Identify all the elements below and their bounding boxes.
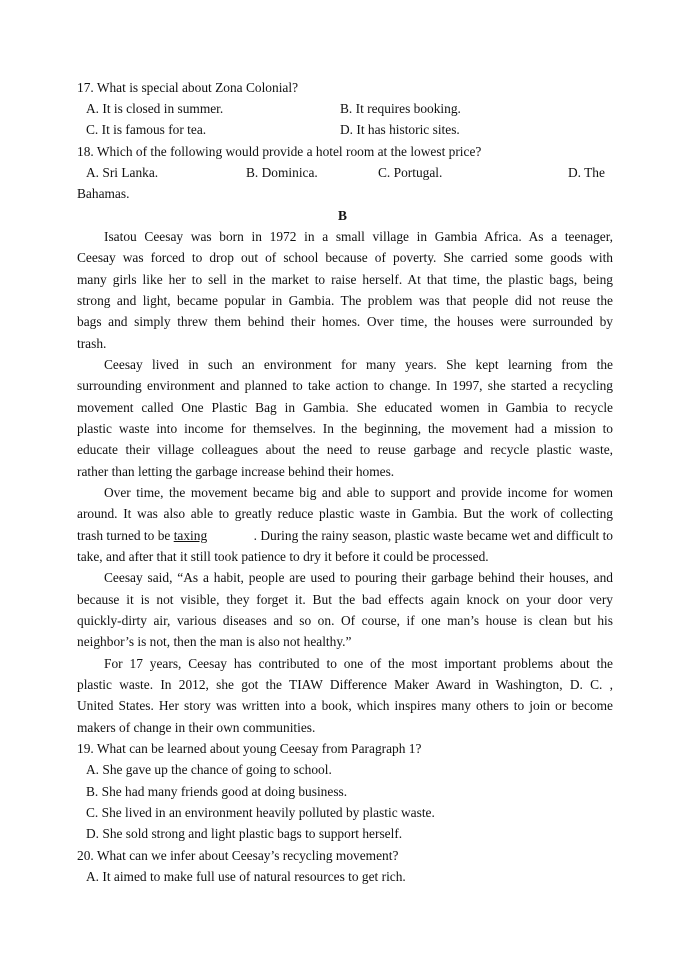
question-20-stem: 20. What can we infer about Ceesay’s recycling movement? [77, 848, 399, 863]
paragraph-2-line: rather than letting the garbage increase behind their homes. [77, 464, 395, 479]
paragraph-1-line: trash. [77, 336, 107, 351]
paragraph-1-line: Isatou Ceesay was born in 1972 in a small village in Gambia Africa. As a teenager, [104, 229, 613, 244]
paragraph-4-line: neighbor’s is not, then the man is also not healthy.” [77, 634, 352, 649]
paragraph-3-line: Over time, the movement became big and able to support and provide income for women [104, 485, 613, 500]
q17-option-b: B. It requires booking. [340, 101, 461, 116]
paragraph-2-line: Ceesay lived in such an environment for many years. She kept learning from the [104, 357, 613, 372]
paragraph-5-line: plastic waste. In 2012, she got the TIAW Difference Maker Award in Washington, D. C. , [77, 677, 613, 692]
paragraph-3-line-end: . During the rainy season, plastic waste became wet and difficult to [253, 528, 613, 543]
q17-option-d: D. It has historic sites. [340, 122, 460, 137]
paragraph-3-line-start: trash turned to be taxing [77, 528, 208, 543]
paragraph-4-line: Ceesay said, “As a habit, people are used to pouring their garbage behind their houses, and [104, 570, 613, 585]
question-17-stem: 17. What is special about Zona Colonial? [77, 80, 299, 95]
paragraph-2-line: educate their village colleagues about the need to reuse garbage and recycle plastic waste, [77, 442, 613, 457]
paragraph-4-line: because it is not visible, they forget it. But the bad effects again knock on your door very [77, 592, 613, 607]
paragraph-2-line: surrounding environment and planned to take action to change. In 1997, she started a recycling [77, 378, 613, 393]
q18-option-d-continued: Bahamas. [77, 186, 130, 201]
paragraph-1-line: strong and light, became popular in Gambia. The problem was that people did not reuse the [77, 293, 613, 308]
paragraph-1-line: Ceesay was forced to drop out of school because of poverty. She carried some goods with [77, 250, 613, 265]
q19-option-b: B. She had many friends good at doing business. [86, 784, 348, 799]
underlined-word-taxing: taxing [173, 528, 208, 543]
q19-option-a: A. She gave up the chance of going to school. [86, 762, 332, 777]
question-18-stem: 18. Which of the following would provide a hotel room at the lowest price? [77, 144, 482, 159]
paragraph-3-line [77, 525, 613, 546]
paragraph-3-line: take, and after that it still took patience to dry it before it could be processed. [77, 549, 489, 564]
paragraph-2-line: plastic waste into income for themselves. In the beginning, the movement had a mission to [77, 421, 613, 436]
paragraph-1-line: many girls like her to sell in the market to raise herself. At that time, the plastic bags, being [77, 272, 613, 287]
paragraph-5-line: makers of change in their own communities. [77, 720, 316, 735]
q18-option-b: B. Dominica. [246, 165, 318, 180]
q20-option-a: A. It aimed to make full use of natural resources to get rich. [86, 869, 406, 884]
paragraph-5-line: For 17 years, Ceesay has contributed to one of the most important problems about the [104, 656, 613, 671]
paragraph-3-line: around. It was also able to greatly reduce plastic waste in Gambia. But the work of collecting [77, 506, 613, 521]
q17-option-a: A. It is closed in summer. [86, 101, 224, 116]
q18-option-a: A. Sri Lanka. [86, 165, 159, 180]
paragraph-1-line: bags and simply threw them behind their homes. Over time, the houses were surrounded by [77, 314, 613, 329]
paragraph-4-line: quickly-dirty air, various diseases and so on. Of course, if one man’s house is clean but his [77, 613, 613, 628]
q18-option-d: D. The [568, 165, 605, 180]
paragraph-2-line: movement called One Plastic Bag in Gambia. She educated women in Gambia to recycle [77, 400, 613, 415]
section-b-heading: B [338, 208, 347, 223]
q19-option-c: C. She lived in an environment heavily polluted by plastic waste. [86, 805, 435, 820]
q18-option-c: C. Portugal. [378, 165, 443, 180]
paragraph-5-line: United States. Her story was written into a book, which inspires many others to join or become [77, 698, 613, 713]
q17-option-c: C. It is famous for tea. [86, 122, 207, 137]
q19-option-d: D. She sold strong and light plastic bags to support herself. [86, 826, 403, 841]
question-19-stem: 19. What can be learned about young Ceesay from Paragraph 1? [77, 741, 422, 756]
